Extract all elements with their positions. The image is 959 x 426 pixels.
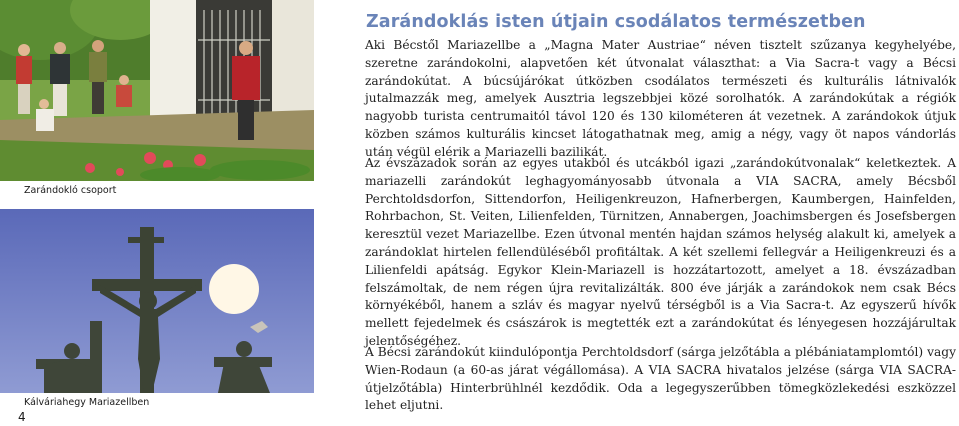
page-number: 4	[18, 410, 26, 424]
paragraph-intro	[365, 37, 956, 162]
pilgrims-photo-caption: Zarándokló csoport	[24, 185, 117, 196]
paragraph-text: Az évszázadok során az egyes utakból és utcákból igazi „zarándokútvonalak“ keletkeztek. A mariazelli zarándokút leghagyományosabb útvonala a VIA SACRA, amely Bécsből Perchtoldsdorfon, Sittendorfon, Heiligenkreuzon, Hafnerbergen, Kaumbergen, Hainfelden, Rohrbachon, St. Veiten, Lilienfelden, Türnitzen, Annabergen, Joachimsbergen és Josefsbergen keresztül vezet Mariazellbe. Ezen útvonal mentén hajdan számos helység alakult ki, amelyek a zarándoklat hirtelen fellendüléséből profitáltak. A két szellemi fellegvár a Heiligenkreuzi és a Lilienfeldi apátság. Egykor Klein-Mariazell is hozzátartozott, amelyet a 18. évszázadban felszámoltak, de nem régen újra revitalizálták. 800 éve járják a zarándokok nem csak Bécs környékéből, hanem a szláv és magyar nyelvű térségből is a Via Sacra-t. Az egyszerű hívők mellett fejedelmek és császárok is megtették ezt a zarándokútat és lényegesen hozzájárultak jelentőségéhez.	[365, 156, 956, 348]
paragraph-vienna-route	[365, 344, 956, 415]
pilgrims-photo-illustration	[0, 0, 314, 181]
calvary-photo-caption: Kálváriahegy Mariazellben	[24, 397, 150, 408]
calvary-photo-illustration	[0, 209, 314, 393]
paragraph-via-sacra	[365, 155, 956, 351]
calvary-photo	[0, 209, 314, 393]
paragraph-text: Aki Bécstől Mariazellbe a „Magna Mater Austriae“ néven tisztelt szűzanya kegyhelyébe, szeretne zarándokolni, alapvetően két útvonalat választhat: a Via Sacra-t vagy a Bécsi zarándokútat. A búcsújárókat útközben csodálatos természeti és kulturális látnivalók jutalmazzák meg, amelyek Ausztria legszebbjei közé sorolhatók. A zarándokútak a régiók nagyobb turista centrumaitól távol 120 és 130 kilométeren át vezetnek. A zarándokok útjuk közben számos kulturális kincset látogathatnak meg, amig a négy, vagy öt napos vándorlás után végül elérik a Mariazelli bazilikát.	[365, 38, 956, 159]
left-image-column	[0, 0, 316, 426]
pilgrims-photo	[0, 0, 314, 181]
paragraph-text: A Bécsi zarándokút kiindulópontja Perchtoldsdorf (sárga jelzőtábla a plébániatamplomtól) vagy Wien-Rodaun (a 60-as járat végállomása). A VIA SACRA hivatalos jelzése (sárga VIA SACRA-útjelzőtábla) Hinterbrühlnél kezdődik. Oda a legegyszerűbben tömegközlekedési eszközzel lehet eljutni.	[365, 345, 956, 413]
article-title: Zarándoklás isten útjain csodálatos természetben	[366, 11, 866, 32]
